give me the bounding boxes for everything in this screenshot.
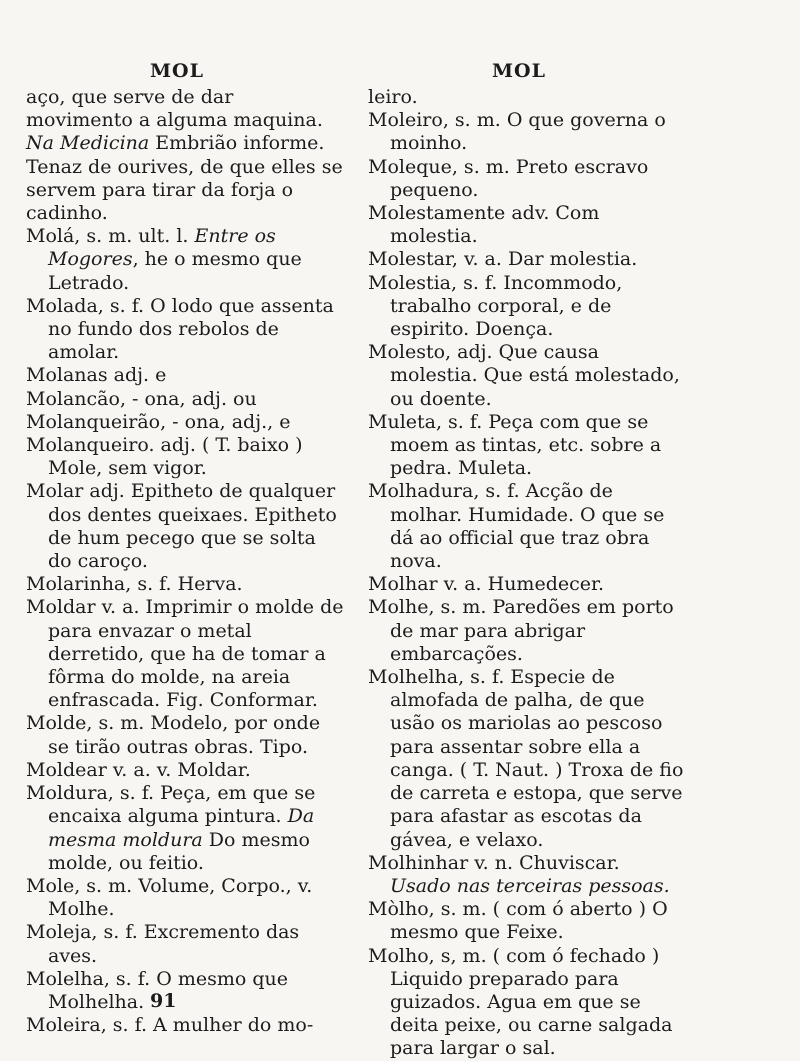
dictionary-entry [26, 596, 344, 712]
entry-text: Molde, s. m. Modelo, por onde se tirão outras obras. Tipo. [26, 712, 321, 758]
entry-text: Moldura, s. f. Peça, em que se encaixa alguma pintura. [26, 782, 316, 828]
entry-text: Muleta, s. f. Peça com que se moem as tintas, etc. sobre a pedra. Muleta. [368, 410, 662, 480]
entry-text: Molarinha, s. f. Herva. [26, 573, 243, 596]
dictionary-entry [368, 898, 686, 944]
entry-text: Mòlho, s. m. ( com ó aberto ) O mesmo que Feixe. [368, 898, 668, 944]
entry-text: Molhadura, s. f. Acção de molhar. Humidade. O que se dá ao official que traz obra nova. [368, 480, 665, 573]
dictionary-entry [26, 712, 344, 758]
entry-text: Molhe, s. m. Paredões em porto de mar para abrigar embarcações. [368, 596, 674, 665]
entry-text: Moldar v. a. Imprimir o molde de para envazar o metal derretido, que ha de tomar a fôrma do molde, na areia enfrascada. Fig. Conformar. [26, 596, 344, 712]
entry-text: Molanqueirão, - ona, adj., e [26, 410, 291, 433]
dictionary-entry [368, 156, 686, 202]
entry-text: Molanqueiro. adj. ( T. baixo ) Mole, sem vigor. [26, 434, 303, 480]
entry-text: Mole, s. m. Volume, Corpo., v. Molhe. [26, 874, 313, 921]
dictionary-entry [368, 666, 686, 852]
dictionary-entry [26, 921, 344, 967]
dictionary-entry [368, 202, 686, 248]
dictionary-entry [26, 295, 344, 365]
dictionary-entry [26, 225, 344, 295]
dictionary-entry [368, 945, 686, 1061]
entry-text: Do mesmo molde, ou feitio. [48, 828, 310, 874]
dictionary-entry [368, 341, 686, 411]
dictionary-entry [26, 434, 344, 480]
dictionary-entry [368, 596, 686, 666]
entry-text: Molá, s. m. ult. l. [26, 225, 195, 248]
dictionary-entry [26, 782, 344, 875]
entry-text: Molho, s, m. ( com ó fechado ) Liquido preparado para guizados. Agua em que se deita peixe, ou carne salgada para largar o sal. [368, 944, 673, 1060]
dictionary-entry [26, 411, 344, 434]
dictionary-entry [26, 480, 344, 573]
entry-text: Moleque, s. m. Preto escravo pequeno. [368, 155, 649, 201]
entry-text: Molar adj. Epitheto de qualquer dos dentes queixaes. Epitheto de hum pecego que se solta do caroço. [26, 480, 337, 573]
dictionary-entry [26, 1014, 344, 1037]
dictionary-entry [368, 248, 686, 271]
running-head-right: MOL [492, 60, 546, 82]
entry-text: Molestamente adv. Com molestia. [368, 202, 600, 248]
italic-text: Da mesma moldura [48, 805, 315, 851]
entry-text: Moleja, s. f. Excremento das aves. [26, 921, 300, 967]
entry-text: Moleira, s. f. A mulher do mo- [26, 1014, 314, 1037]
entry-text: Molestia, s. f. Incommodo, trabalho corporal, e de espirito. Doença. [368, 271, 623, 341]
dictionary-entry [26, 573, 344, 596]
entry-text: Molhelha, s. f. Especie de almofada de palha, de que usão os mariolas ao pescoso para assentar sobre ella a canga. ( T. Naut. ) Troxa de fio de carreta e estopa, que serve para afastar as escotas da gávea, e velaxo. [368, 666, 684, 851]
entry-text: Molestar, v. a. Dar molestia. [368, 248, 638, 271]
dictionary-entry [26, 364, 344, 387]
italic-text: Entre os Mogores [48, 225, 276, 271]
entry-text: leiro. [368, 86, 418, 108]
italic-text: Usado nas terceiras pessoas. [390, 874, 670, 897]
entry-text: Molancão, - ona, adj. ou [26, 387, 257, 410]
page-number: 91 [150, 990, 177, 1012]
dictionary-entry [26, 759, 344, 782]
entry-text: Molelha, s. f. O mesmo que Molhelha. [26, 967, 288, 1013]
entry-text: Molada, s. f. O lodo que assenta no fundo dos rebolos de amolar. [26, 294, 334, 364]
left-column [26, 86, 344, 1037]
entry-text: Molesto, adj. Que causa molestia. Que está molestado, ou doente. [368, 341, 680, 410]
dictionary-entry [368, 480, 686, 573]
running-head-left: MOL [150, 60, 204, 82]
entry-text: Moldear v. a. v. Moldar. [26, 758, 251, 781]
dictionary-entry [368, 573, 686, 596]
entry-text: aço, que serve de dar movimento a alguma maquina. [26, 86, 323, 132]
dictionary-entry [368, 86, 686, 109]
dictionary-entry [26, 86, 344, 225]
dictionary-entry [368, 852, 686, 898]
dictionary-entry [26, 388, 344, 411]
dictionary-entry [368, 109, 686, 155]
right-column [368, 86, 686, 1061]
entry-text: Molanas adj. e [26, 364, 167, 387]
entry-text: Moleiro, s. m. O que governa o moinho. [368, 109, 666, 155]
dictionary-entry [26, 968, 344, 1014]
italic-text: Na Medicina [26, 132, 150, 155]
dictionary-entry [368, 411, 686, 481]
entry-text: Embrião informe. Tenaz de ourives, de que elles se servem para tirar da forja o cadinho. [26, 132, 343, 225]
entry-text: , he o mesmo que Letrado. [48, 248, 302, 294]
entry-text: Molhar v. a. Humedecer. [368, 573, 605, 596]
entry-text: Molhinhar v. n. Chuviscar. [368, 851, 620, 874]
dictionary-entry [26, 875, 344, 921]
dictionary-entry [368, 272, 686, 342]
